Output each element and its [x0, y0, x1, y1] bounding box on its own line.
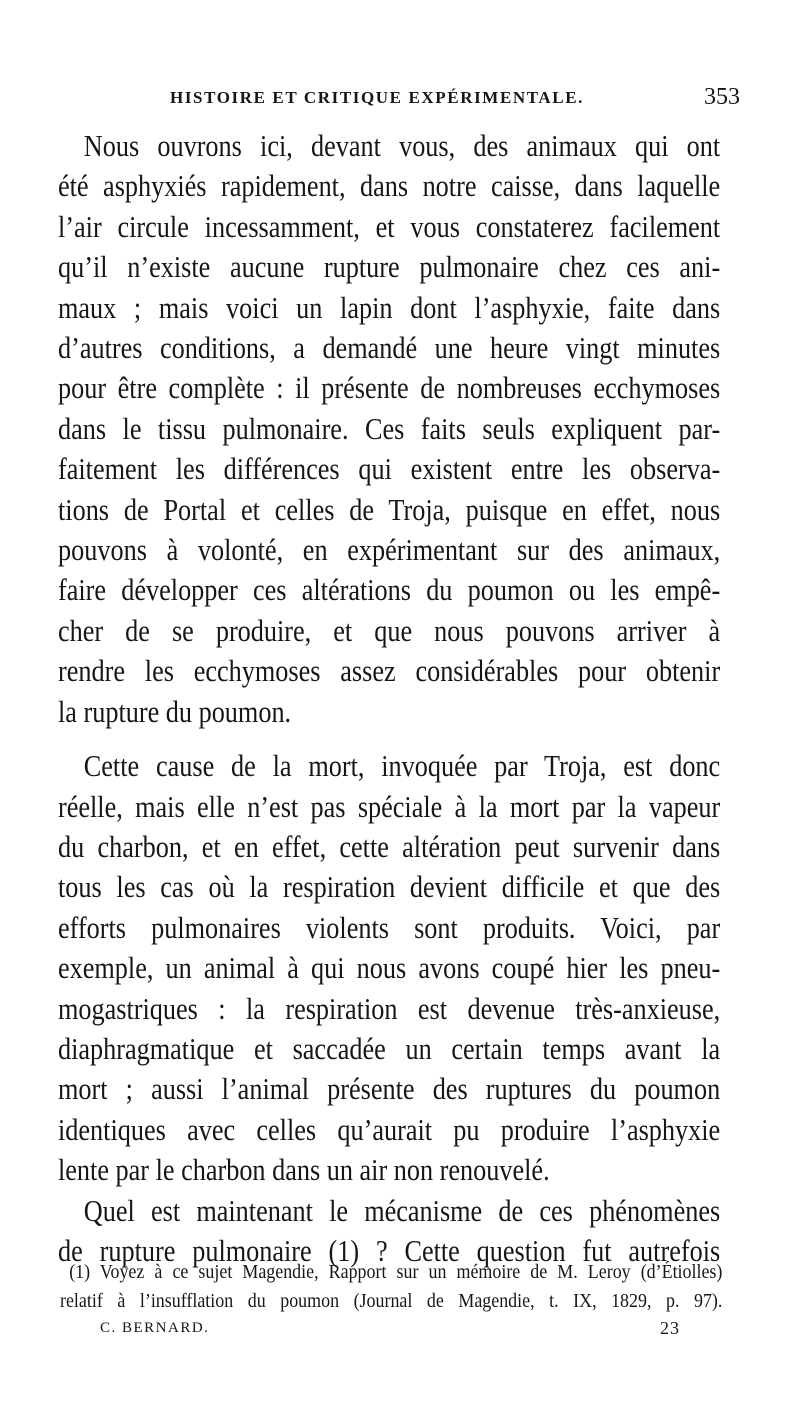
paragraph-gap: [58, 732, 627, 746]
text-line: faire développer ces altérations du poumon ou les empê-: [58, 573, 721, 608]
signature-line: [100, 1320, 680, 1346]
text-line: lente par le charbon dans un air non renouvelé.: [58, 1153, 550, 1188]
text-line: tous les cas où la respiration devient difficile et que des: [58, 870, 721, 905]
text-line: qu’il n’existe aucune rupture pulmonaire chez ces ani-: [58, 250, 721, 285]
text-line: cher de se produire, et que nous pouvons arriver à: [58, 613, 721, 648]
page-number: 353: [704, 84, 740, 110]
text-line: identiques avec celles qu’aurait pu produire l’asphyxie: [58, 1112, 721, 1147]
text-line: rendre les ecchymoses assez considérables pour obtenir: [58, 654, 721, 689]
text-line: de rupture pulmonaire (1) ? Cette question fut autrefois: [58, 1233, 721, 1268]
signature-number: 23: [660, 1318, 680, 1338]
text-line: l’air circule incessamment, et vous constaterez facilement: [58, 209, 721, 244]
text-line: la rupture du poumon.: [58, 694, 292, 729]
footnote: [60, 1258, 723, 1316]
signature-author: C. BERNARD.: [100, 1320, 210, 1336]
text-line: tions de Portal et celles de Troja, puisque en effet, nous: [58, 492, 721, 527]
text-line: mogastriques : la respiration est devenue très-anxieuse,: [58, 991, 721, 1026]
text-line: Nous ouvrons ici, devant vous, des animaux qui ont: [83, 129, 721, 163]
text-line: mort ; aussi l’animal présente des ruptures du poumon: [58, 1072, 721, 1107]
text-line: pour être complète : il présente de nombreuses ecchymoses: [58, 371, 721, 406]
footnote-line: (1) Voyez à ce sujet Magendie, Rapport sur un mémoire de M. Leroy (d’Étiolles): [69, 1262, 723, 1283]
text-line: exemple, un animal à qui nous avons coupé hier les pneu-: [58, 951, 721, 986]
text-line: Quel est maintenant le mécanisme de ces phénomènes: [83, 1193, 721, 1228]
text-line: efforts pulmonaires violents sont produits. Voici, par: [58, 910, 721, 945]
text-line: faitement les différences qui existent entre les observa-: [58, 452, 721, 487]
text-line: du charbon, et en effet, cette altération peut survenir dans: [58, 829, 721, 864]
body-text: [58, 126, 721, 1271]
footnote-line: relatif à l’insufflation du poumon (Journal de Magendie, t. IX, 1829, p. 97).: [60, 1291, 723, 1312]
text-line: maux ; mais voici un lapin dont l’asphyxie, faite dans: [58, 290, 721, 325]
text-line: réelle, mais elle n’est pas spéciale à la mort par la vapeur: [58, 789, 721, 824]
running-head: [60, 84, 740, 120]
running-head-title: HISTOIRE ET CRITIQUE EXPÉRIMENTALE.: [170, 88, 585, 107]
text-line: Cette cause de la mort, invoquée par Troja, est donc: [83, 749, 721, 784]
text-line: pouvons à volonté, en expérimentant sur des animaux,: [58, 533, 721, 568]
text-line: été asphyxiés rapidement, dans notre caisse, dans laquelle: [58, 169, 721, 204]
text-line: d’autres conditions, a demandé une heure vingt minutes: [58, 331, 721, 366]
text-line: diaphragmatique et saccadée un certain temps avant la: [58, 1031, 721, 1066]
text-line: dans le tissu pulmonaire. Ces faits seuls expliquent par-: [58, 411, 721, 446]
